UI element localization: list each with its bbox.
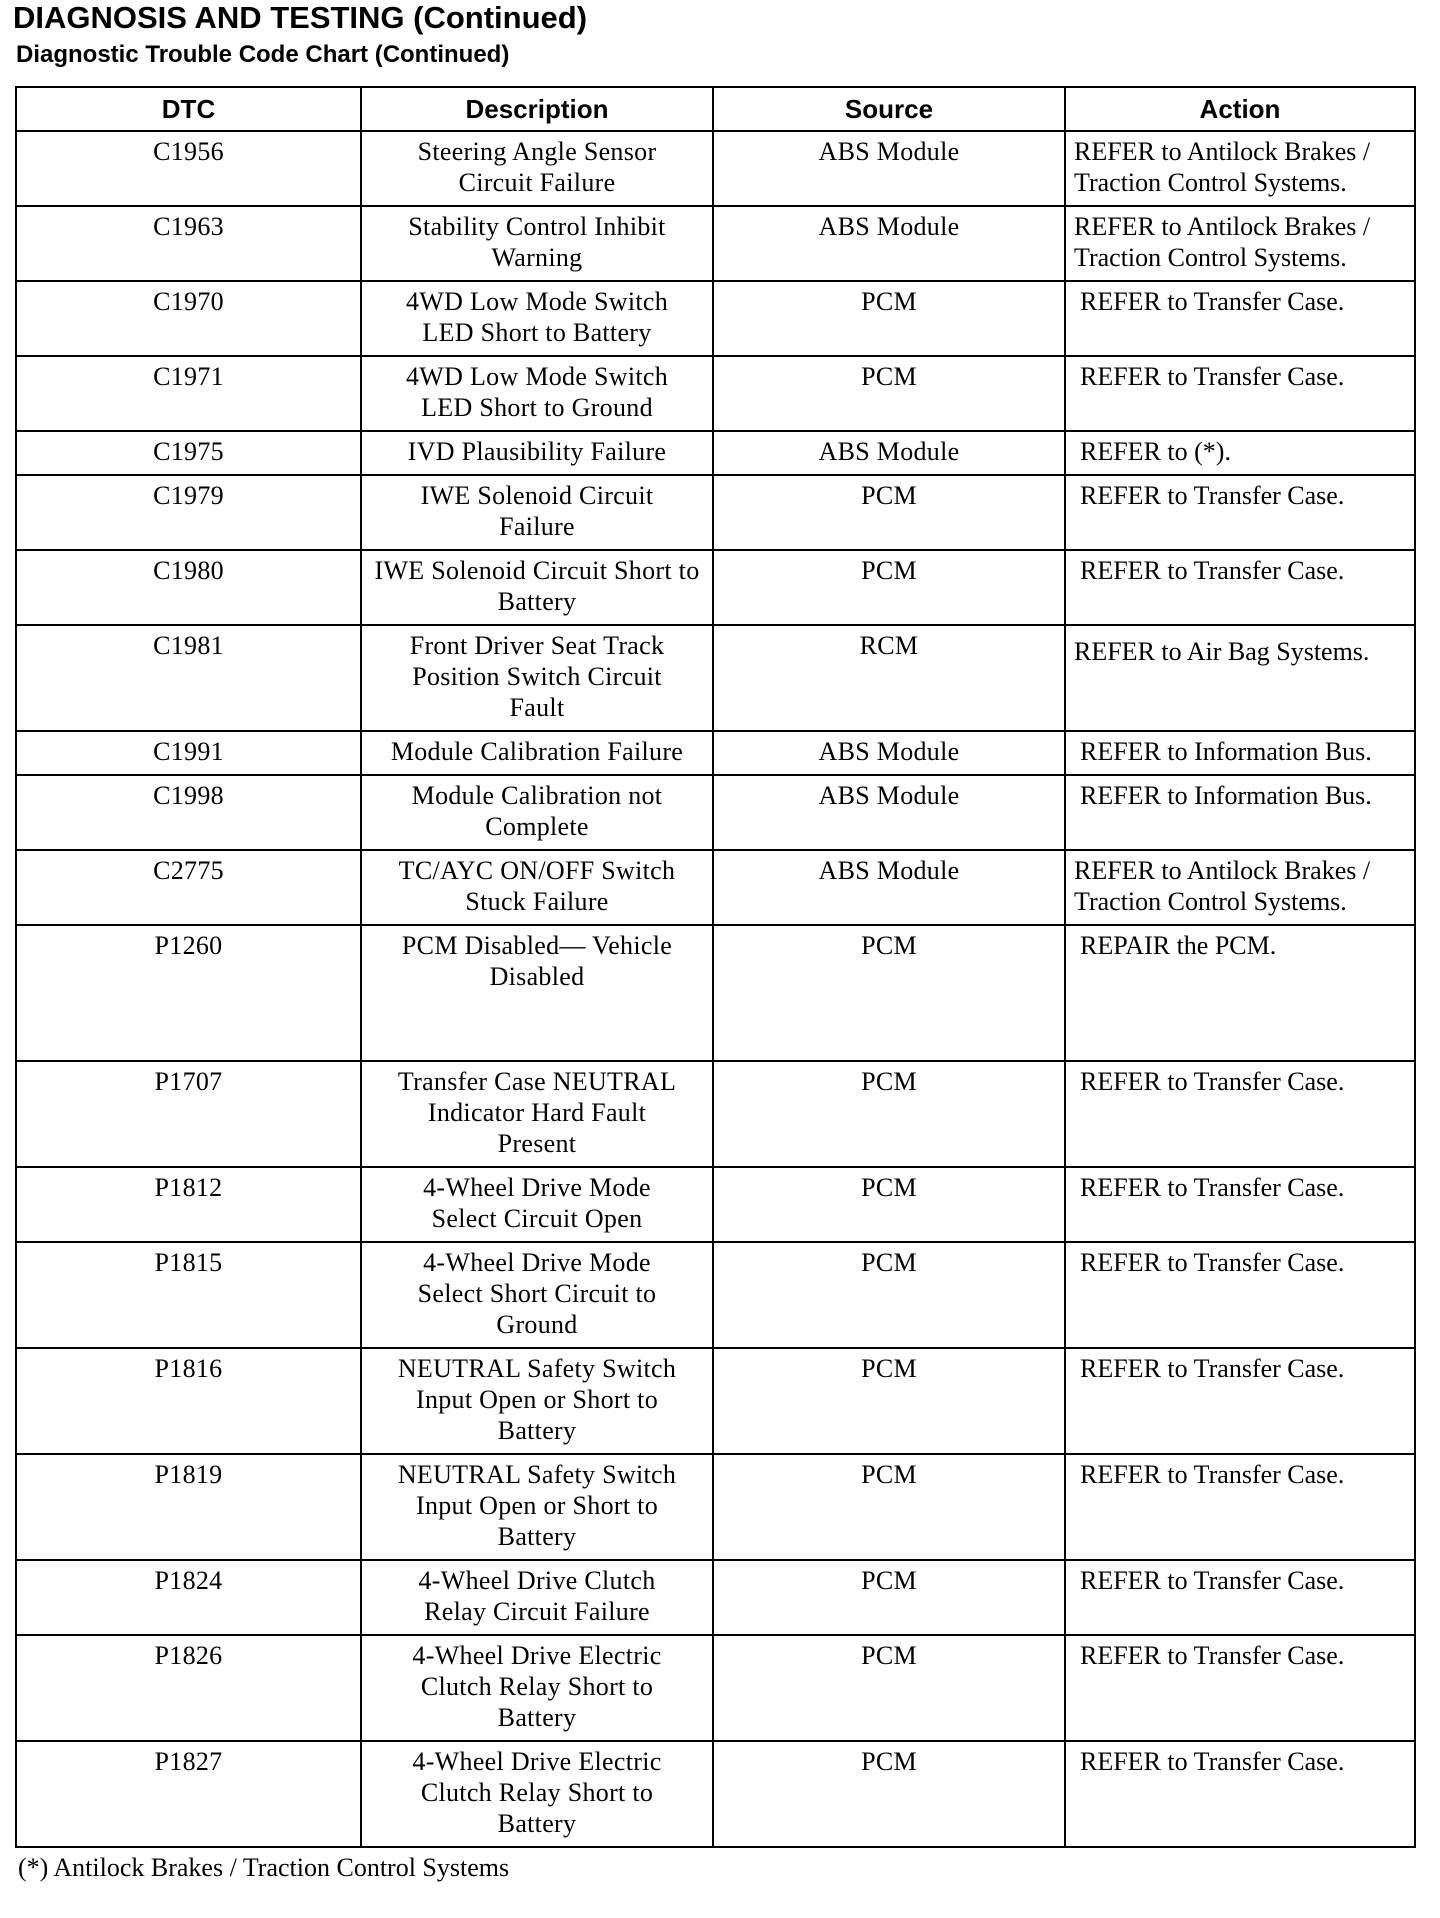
dtc-cell: C1981 [16, 625, 361, 731]
action-cell: REFER to Transfer Case. [1065, 1741, 1415, 1847]
dtc-cell: P1260 [16, 925, 361, 1061]
dtc-cell: C1998 [16, 775, 361, 850]
action-cell: REFER to Transfer Case. [1065, 1061, 1415, 1167]
table-row [16, 550, 1415, 625]
dtc-cell: P1816 [16, 1348, 361, 1454]
source-cell: PCM [713, 1741, 1065, 1847]
table-row [16, 206, 1415, 281]
table-row [16, 1560, 1415, 1635]
action-cell: REFER to Antilock Brakes / Traction Control Systems. [1065, 206, 1415, 281]
action-cell: REFER to Transfer Case. [1065, 1242, 1415, 1348]
dtc-table [15, 86, 1416, 1848]
action-cell: REFER to Antilock Brakes / Traction Control Systems. [1065, 131, 1415, 206]
source-cell: PCM [713, 1242, 1065, 1348]
description-cell: IVD Plausibility Failure [361, 431, 713, 475]
dtc-cell: P1819 [16, 1454, 361, 1560]
column-header-description: Description [361, 87, 713, 131]
dtc-cell: C1956 [16, 131, 361, 206]
table-row [16, 1635, 1415, 1741]
action-cell: REFER to Transfer Case. [1065, 281, 1415, 356]
source-cell: ABS Module [713, 206, 1065, 281]
dtc-cell: C1970 [16, 281, 361, 356]
source-cell: PCM [713, 1454, 1065, 1560]
description-cell: IWE Solenoid Circuit Short to Battery [361, 550, 713, 625]
dtc-cell: P1824 [16, 1560, 361, 1635]
source-cell: PCM [713, 475, 1065, 550]
source-cell: PCM [713, 1348, 1065, 1454]
action-cell: REFER to Antilock Brakes / Traction Control Systems. [1065, 850, 1415, 925]
table-body [16, 131, 1415, 1847]
description-cell: Steering Angle Sensor Circuit Failure [361, 131, 713, 206]
dtc-cell: C1979 [16, 475, 361, 550]
source-cell: PCM [713, 1560, 1065, 1635]
table-row [16, 1741, 1415, 1847]
description-cell: 4-Wheel Drive Clutch Relay Circuit Failure [361, 1560, 713, 1635]
table-row [16, 1061, 1415, 1167]
table-row [16, 356, 1415, 431]
table-row [16, 1348, 1415, 1454]
dtc-cell: P1707 [16, 1061, 361, 1167]
action-cell: REFER to Transfer Case. [1065, 1635, 1415, 1741]
table-row [16, 625, 1415, 731]
source-cell: PCM [713, 1061, 1065, 1167]
source-cell: PCM [713, 1167, 1065, 1242]
source-cell: PCM [713, 550, 1065, 625]
column-header-action: Action [1065, 87, 1415, 131]
table-row [16, 850, 1415, 925]
dtc-cell: C1963 [16, 206, 361, 281]
dtc-cell: C1991 [16, 731, 361, 775]
action-cell: REFER to Transfer Case. [1065, 475, 1415, 550]
table-row [16, 1454, 1415, 1560]
table-row [16, 131, 1415, 206]
table-row [16, 775, 1415, 850]
description-cell: TC/AYC ON/OFF Switch Stuck Failure [361, 850, 713, 925]
table-row [16, 281, 1415, 356]
source-cell: ABS Module [713, 775, 1065, 850]
source-cell: ABS Module [713, 850, 1065, 925]
description-cell: PCM Disabled— Vehicle Disabled [361, 925, 713, 1061]
dtc-cell: C1975 [16, 431, 361, 475]
description-cell: 4WD Low Mode Switch LED Short to Ground [361, 356, 713, 431]
description-cell: 4-Wheel Drive Mode Select Circuit Open [361, 1167, 713, 1242]
table-header-row [16, 87, 1415, 131]
table-row [16, 1167, 1415, 1242]
action-cell: REFER to Transfer Case. [1065, 1454, 1415, 1560]
dtc-cell: P1815 [16, 1242, 361, 1348]
action-cell: REFER to Transfer Case. [1065, 1167, 1415, 1242]
source-cell: ABS Module [713, 131, 1065, 206]
chart-subtitle: Diagnostic Trouble Code Chart (Continued) [16, 41, 510, 68]
dtc-cell: C2775 [16, 850, 361, 925]
action-cell: REFER to Transfer Case. [1065, 1560, 1415, 1635]
action-cell: REFER to (*). [1065, 431, 1415, 475]
table-row [16, 475, 1415, 550]
table-row [16, 1242, 1415, 1348]
description-cell: NEUTRAL Safety Switch Input Open or Short to Battery [361, 1454, 713, 1560]
dtc-cell: C1980 [16, 550, 361, 625]
column-header-dtc: DTC [16, 87, 361, 131]
dtc-cell: P1827 [16, 1741, 361, 1847]
page-title: DIAGNOSIS AND TESTING (Continued) [13, 0, 588, 35]
description-cell: 4-Wheel Drive Electric Clutch Relay Short to Battery [361, 1741, 713, 1847]
action-cell: REFER to Transfer Case. [1065, 1348, 1415, 1454]
column-header-source: Source [713, 87, 1065, 131]
description-cell: 4WD Low Mode Switch LED Short to Battery [361, 281, 713, 356]
dtc-cell: P1826 [16, 1635, 361, 1741]
source-cell: RCM [713, 625, 1065, 731]
action-cell: REPAIR the PCM. [1065, 925, 1415, 1061]
table-row [16, 925, 1415, 1061]
description-cell: 4-Wheel Drive Electric Clutch Relay Short to Battery [361, 1635, 713, 1741]
source-cell: PCM [713, 925, 1065, 1061]
action-cell: REFER to Air Bag Systems. [1065, 625, 1415, 731]
dtc-cell: P1812 [16, 1167, 361, 1242]
source-cell: PCM [713, 281, 1065, 356]
source-cell: PCM [713, 1635, 1065, 1741]
description-cell: Module Calibration Failure [361, 731, 713, 775]
action-cell: REFER to Information Bus. [1065, 731, 1415, 775]
description-cell: Module Calibration not Complete [361, 775, 713, 850]
table-row [16, 431, 1415, 475]
dtc-cell: C1971 [16, 356, 361, 431]
description-cell: IWE Solenoid Circuit Failure [361, 475, 713, 550]
description-cell: NEUTRAL Safety Switch Input Open or Short to Battery [361, 1348, 713, 1454]
footnote: (*) Antilock Brakes / Traction Control Systems [18, 1853, 510, 1882]
description-cell: Transfer Case NEUTRAL Indicator Hard Fault Present [361, 1061, 713, 1167]
action-cell: REFER to Transfer Case. [1065, 356, 1415, 431]
description-cell: 4-Wheel Drive Mode Select Short Circuit to Ground [361, 1242, 713, 1348]
source-cell: PCM [713, 356, 1065, 431]
description-cell: Stability Control Inhibit Warning [361, 206, 713, 281]
action-cell: REFER to Information Bus. [1065, 775, 1415, 850]
action-cell: REFER to Transfer Case. [1065, 550, 1415, 625]
table-row [16, 731, 1415, 775]
description-cell: Front Driver Seat Track Position Switch Circuit Fault [361, 625, 713, 731]
source-cell: ABS Module [713, 431, 1065, 475]
source-cell: ABS Module [713, 731, 1065, 775]
